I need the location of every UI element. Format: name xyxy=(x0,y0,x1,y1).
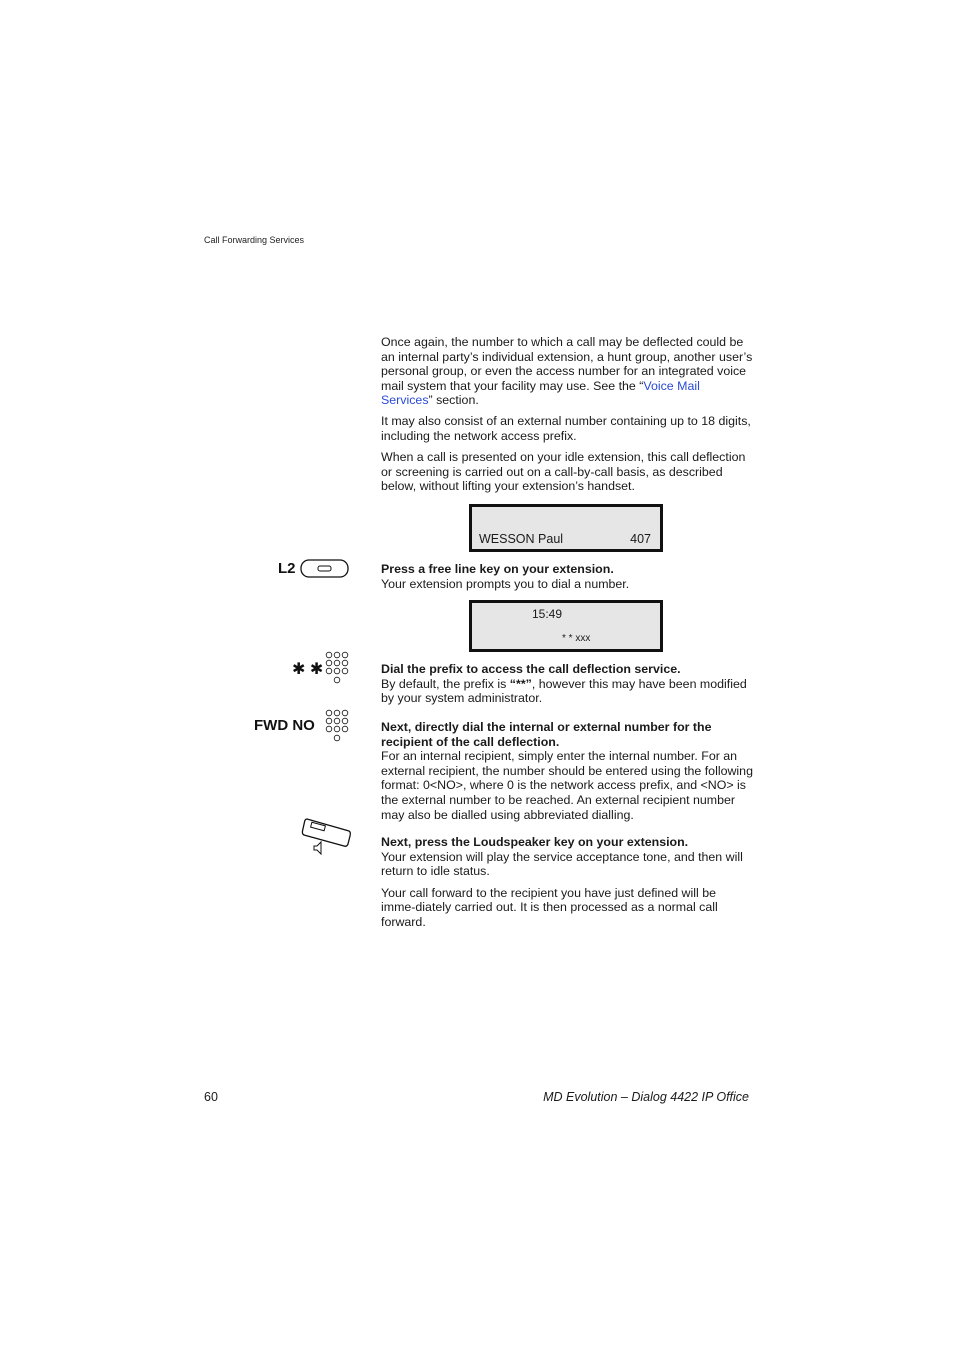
step1-block xyxy=(381,562,753,591)
step2-text-end: , however this may have been modified by your system administrator. xyxy=(381,676,747,706)
step4-block xyxy=(381,835,753,930)
display-dialed-digits: * * xxx xyxy=(562,633,591,644)
step4-text-2: Your call forward to the recipient you have just defined will be imme-diately carried out. It is then processed as a normal call forward. xyxy=(381,885,718,929)
keypad-icon xyxy=(325,651,351,687)
intro-text-1: Once again, the number to which a call may be deflected could be an internal party’s individual extension, a hunt group, another user’s personal group, or even the access number for an integrated voice mail system that your facility may use. See the “ xyxy=(381,335,753,393)
step1-text: Your extension prompts you to dial a number. xyxy=(381,576,630,591)
step2-prefix: “**” xyxy=(509,676,532,691)
step2-title: Dial the prefix to access the call deflection service. xyxy=(381,662,681,676)
running-header: Call Forwarding Services xyxy=(204,235,305,245)
line-key-icon xyxy=(300,559,350,579)
page-number: 60 xyxy=(204,1090,218,1104)
intro-paragraph-2: It may also consist of an external number containing up to 18 digits, including the network access prefix. xyxy=(381,414,751,443)
keypad-icon xyxy=(325,709,351,745)
step2-text xyxy=(381,677,753,706)
star-keys-label: ✱ ✱ xyxy=(292,661,324,678)
step1-title: Press a free line key on your extension. xyxy=(381,562,614,576)
step4-text: Your extension will play the service acceptance tone, and then will return to idle status. xyxy=(381,849,743,879)
intro-text-1-end: ” section. xyxy=(428,393,479,408)
phone-display-dialing xyxy=(469,600,663,652)
step2-block xyxy=(381,662,753,706)
loudspeaker-key-icon xyxy=(301,817,353,857)
step3-title: Next, directly dial the internal or external number for the recipient of the call deflection. xyxy=(381,720,712,749)
line-key-label: L2 xyxy=(278,560,296,577)
fwd-no-label: FWD NO xyxy=(254,717,315,734)
intro-paragraph-3: When a call is presented on your idle extension, this call deflection or screening is carried out on a call-by-call basis, as described below, without lifting your extension’s handset. xyxy=(381,450,746,494)
phone-display-idle xyxy=(469,504,663,552)
display-time: 15:49 xyxy=(532,607,563,621)
step3-block xyxy=(381,720,753,822)
display-caller-name: WESSON Paul xyxy=(479,532,564,546)
step3-text: For an internal recipient, simply enter the internal number. For an external recipient, the number should be entered using the following format: 0<NO>, where 0 is the network access prefix, and <NO> is the external number to be reached. An external recipient number may also be dialled using abbreviated dialling. xyxy=(381,749,753,822)
step4-title: Next, press the Loudspeaker key on your extension. xyxy=(381,835,689,849)
display-extension-number: 407 xyxy=(630,532,651,546)
intro-paragraph-1 xyxy=(381,335,753,408)
document-title: MD Evolution – Dialog 4422 IP Office xyxy=(543,1090,749,1104)
voice-mail-services-link[interactable]: Voice Mail Services xyxy=(381,378,700,408)
step2-text-start: By default, the prefix is xyxy=(381,676,510,691)
